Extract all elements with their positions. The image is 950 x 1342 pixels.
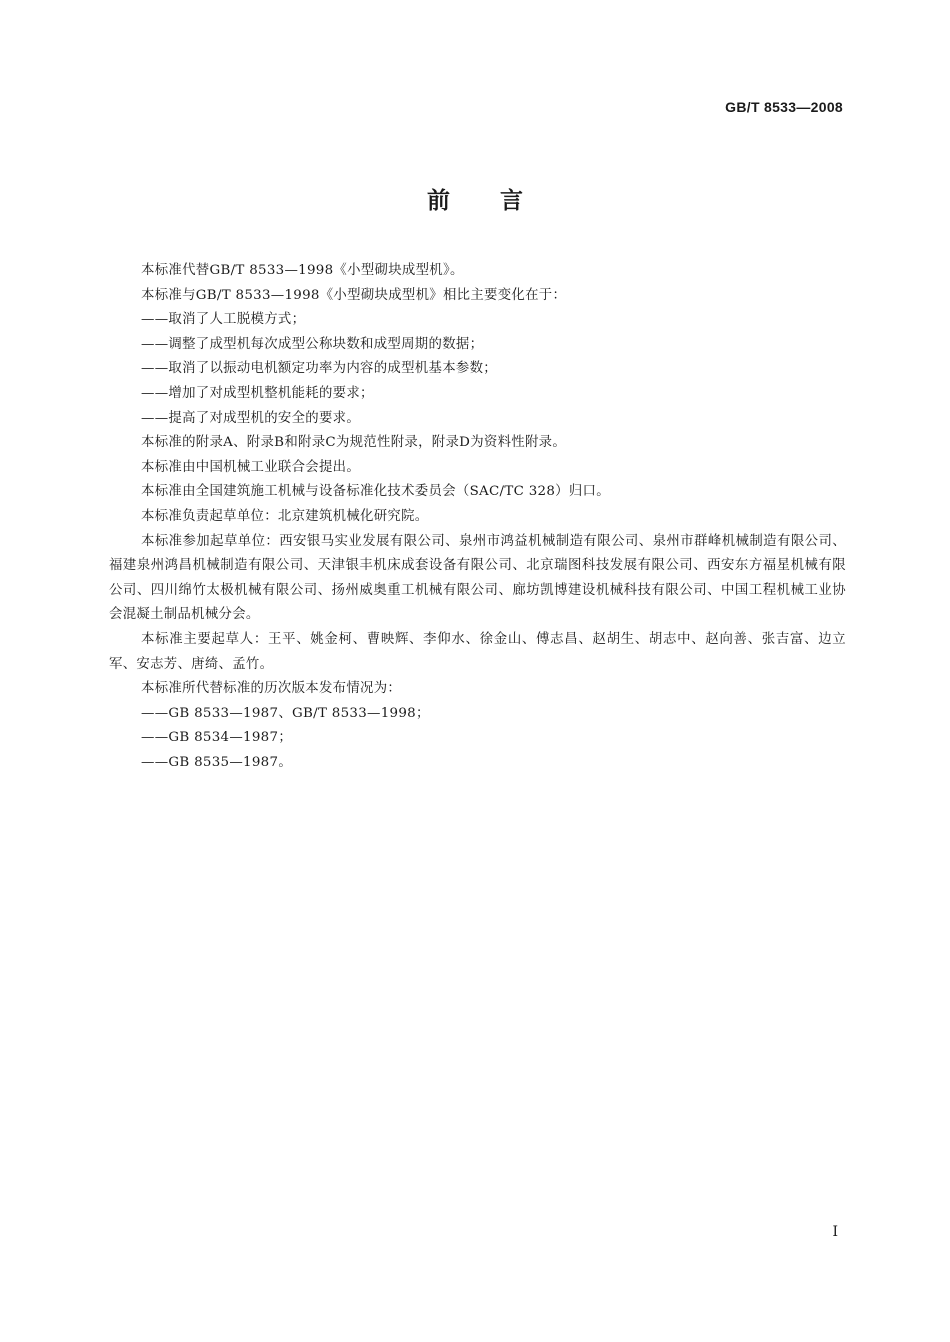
paragraph-participating-units: 本标准参加起草单位：西安银马实业发展有限公司、泉州市鸿益机械制造有限公司、泉州市群峰机械制造有限公司、福建泉州鸿昌机械制造有限公司、天津银丰机床成套设备有限公司、北京瑞图科技发展有限公司、西安东方福星机械有限公司、四川绵竹太极机械有限公司、扬州威奥重工机械有限公司、廊坊凯博建设机械科技有限公司、中国工程机械工业协会混凝土制品机械分会。 — [109, 533, 846, 623]
foreword-body — [109, 259, 846, 775]
history-item: ——GB 8535—1987。 — [141, 754, 293, 770]
page-title: 前言 — [427, 188, 573, 214]
change-item: ——调整了成型机每次成型公称块数和成型周期的数据； — [141, 336, 484, 352]
change-item: ——提高了对成型机的安全的要求。 — [141, 410, 361, 426]
paragraph-annexes: 本标准的附录A、附录B和附录C为规范性附录，附录D为资料性附录。 — [141, 435, 567, 451]
change-item: ——取消了以振动电机额定功率为内容的成型机基本参数； — [141, 361, 497, 377]
page-number: I — [832, 1224, 838, 1240]
change-item: ——取消了人工脱模方式； — [141, 312, 306, 328]
paragraph-proposer: 本标准由中国机械工业联合会提出。 — [141, 459, 361, 475]
standard-code: GB/T 8533—2008 — [725, 99, 843, 115]
paragraph-committee: 本标准由全国建筑施工机械与设备标准化技术委员会（SAC/TC 328）归口。 — [141, 484, 610, 500]
paragraph-replaces: 本标准代替GB/T 8533—1998《小型砌块成型机》。 — [141, 263, 464, 278]
paragraph-main-drafters: 本标准主要起草人：王平、姚金柯、曹映辉、李仰水、徐金山、傅志昌、赵胡生、胡志中、赵向善、张吉富、边立军、安志芳、唐绮、孟竹。 — [109, 631, 846, 672]
paragraph-changes-intro: 本标准与GB/T 8533—1998《小型砌块成型机》相比主要变化在于： — [141, 287, 567, 303]
paragraph-history-intro: 本标准所代替标准的历次版本发布情况为： — [141, 681, 402, 697]
change-item: ——增加了对成型机整机能耗的要求； — [141, 385, 374, 401]
paragraph-lead-drafter: 本标准负责起草单位：北京建筑机械化研究院。 — [141, 508, 429, 524]
history-item: ——GB 8533—1987、GB/T 8533—1998； — [141, 705, 430, 721]
history-item: ——GB 8534—1987； — [141, 730, 293, 746]
